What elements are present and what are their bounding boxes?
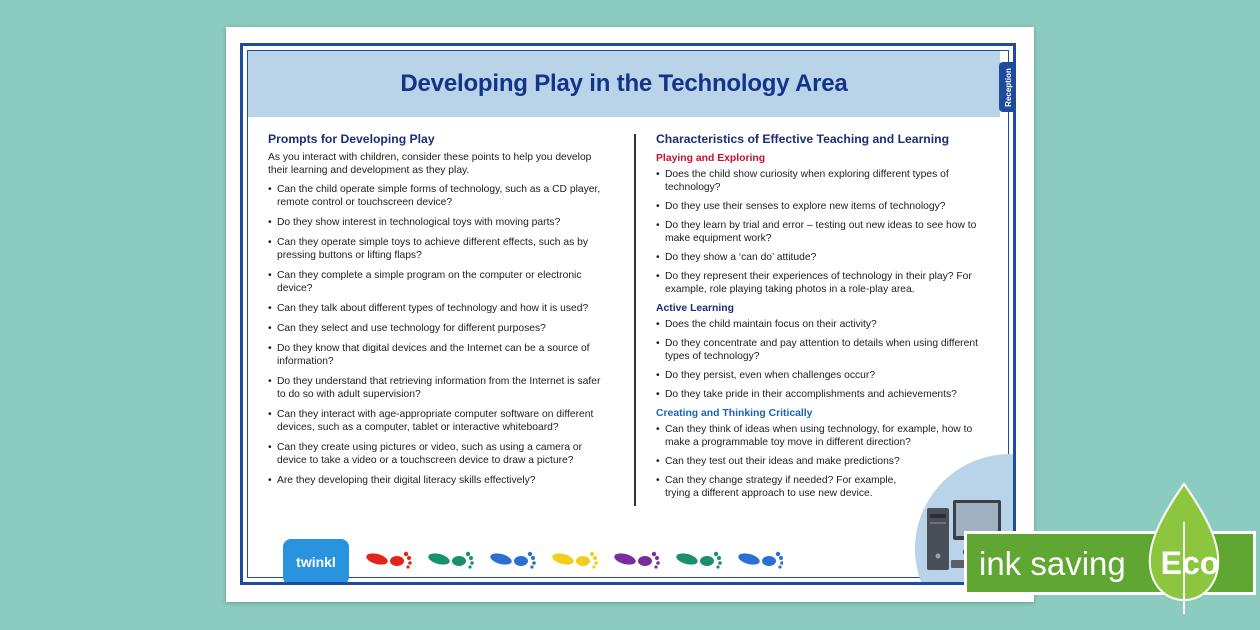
prompts-list xyxy=(268,183,608,487)
creating-thinking-list xyxy=(656,423,973,500)
poster-sheet xyxy=(226,27,1034,602)
active-learning-list xyxy=(656,318,991,401)
list-item: • Do they show a ‘can do’ attitude? xyxy=(656,251,991,264)
list-item: • Can they think of ideas when using technology, for example, how to make a programmable toy move in different direction? xyxy=(656,423,995,449)
footprint-icon xyxy=(365,551,412,568)
characteristics-column xyxy=(656,133,991,506)
footprints-row xyxy=(363,541,783,569)
list-item: • Can they complete a simple program on the computer or electronic device? xyxy=(268,269,608,295)
list-item: • Do they show interest in technological toys with moving parts? xyxy=(268,216,608,229)
creating-thinking-heading: Creating and Thinking Critically xyxy=(656,408,813,419)
characteristics-heading: Characteristics of Effective Teaching and Learning xyxy=(656,132,950,146)
list-item: • Do they understand that retrieving information from the Internet is safer to do so with adult supervision? xyxy=(268,375,608,401)
poster-frame xyxy=(240,43,1016,585)
list-item: • Do they concentrate and pay attention to details when using different types of technology? xyxy=(656,337,991,363)
list-item: • Are they developing their digital literacy skills effectively? xyxy=(268,474,608,487)
playing-exploring-list xyxy=(656,168,991,296)
reception-tab xyxy=(999,62,1016,112)
list-item: • Do they take pride in their accomplishments and achievements? xyxy=(656,388,991,401)
active-learning-heading: Active Learning xyxy=(656,303,734,314)
prompts-intro: As you interact with children, consider these points to help you develop their learning and development as they play. xyxy=(268,152,592,176)
list-item: • Can they change strategy if needed? For example, trying a different approach to use new device. xyxy=(656,474,901,500)
footprint-icon xyxy=(737,551,783,568)
twinkl-logo xyxy=(283,539,349,585)
footprint-icon xyxy=(551,551,598,568)
reception-tab-label: Reception xyxy=(1003,67,1013,107)
title-bar xyxy=(248,51,1000,117)
list-item: • Can they create using pictures or video, such as using a camera or device to take a video or a touchscreen device to draw a picture? xyxy=(268,441,608,467)
logo-text: twinkl xyxy=(296,554,336,570)
ink-saving-label: ink saving xyxy=(979,545,1126,582)
prompts-heading: Prompts for Developing Play xyxy=(268,132,435,146)
list-item: • Do they know that digital devices and the Internet can be a source of information? xyxy=(268,342,608,368)
footprint-icon xyxy=(489,551,536,568)
list-item: • Does the child show curiosity when exploring different types of technology? xyxy=(656,168,991,194)
prompts-column xyxy=(268,133,608,494)
eco-label: Eco xyxy=(1160,545,1220,581)
footprint-icon xyxy=(675,551,722,568)
list-item: • Can the child operate simple forms of technology, such as a CD player, remote control or touchscreen device? xyxy=(268,183,608,209)
footprint-icon xyxy=(427,551,474,568)
playing-exploring-heading: Playing and Exploring xyxy=(656,153,766,164)
footprint-icon xyxy=(613,551,660,568)
list-item: • Can they talk about different types of technology and how it is used? xyxy=(268,302,608,315)
list-item: • Can they select and use technology for different purposes? xyxy=(268,322,608,335)
list-item: • Do they use their senses to explore new items of technology? xyxy=(656,200,991,213)
list-item: • Does the child maintain focus on their activity? xyxy=(656,318,991,331)
list-item: • Do they learn by trial and error – testing out new ideas to see how to make equipment work? xyxy=(656,219,991,245)
page-title: Developing Play in the Technology Area xyxy=(400,70,848,97)
list-item: • Do they persist, even when challenges occur? xyxy=(656,369,991,382)
column-divider xyxy=(634,134,636,506)
list-item: • Can they interact with age-appropriate computer software on different devices, such as a computer, tablet or interactive whiteboard? xyxy=(268,408,608,434)
list-item: • Can they test out their ideas and make predictions? xyxy=(656,455,901,468)
list-item: • Do they represent their experiences of technology in their play? For example, role playing taking photos in a role-play area. xyxy=(656,270,991,296)
list-item: • Can they operate simple toys to achieve different effects, such as by pressing buttons or lifting flaps? xyxy=(268,236,608,262)
